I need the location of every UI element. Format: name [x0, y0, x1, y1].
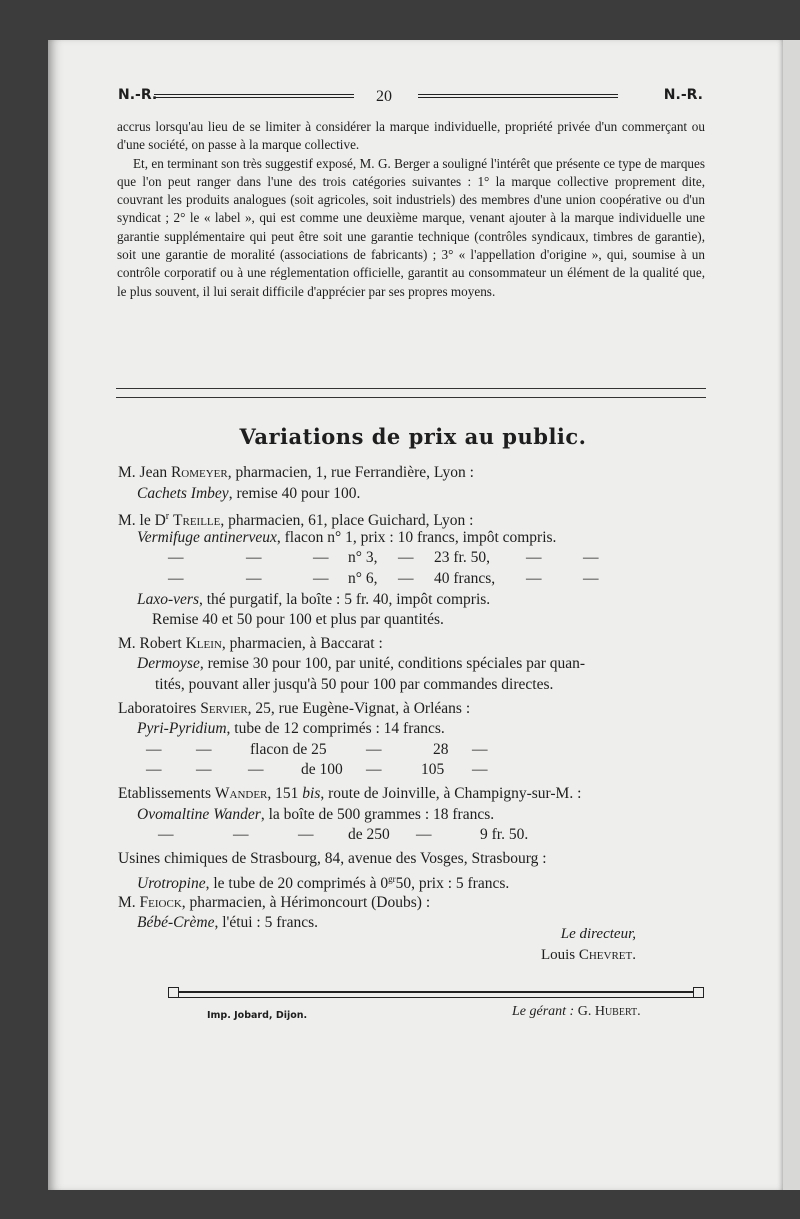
- entry-romeyer: M. Jean Romeyer, pharmacien, 1, rue Ferrandière, Lyon : Cachets Imbey, remise 40 pour 100.: [118, 464, 474, 502]
- entry-treille: M. le $D^r$ Treille, pharmacien, 61, place Guichard, Lyon : Vermifuge antinerveux, flacon n° 1, prix : 10 francs, impôt compris. — — — n° 3, — 23 fr. 50, — — — — — n° 6, — 40 francs, — — Laxo-vers, thé purgatif, la boîte : 5 fr. 40, impôt compris. Remise 40 et 50 pour 100 et plus par quantités.: [118, 511, 599, 629]
- page-number: 20: [376, 88, 392, 105]
- entry-servier: Laboratoires Servier, 25, rue Eugène-Vignat, à Orléans : Pyri-Pyridium, tube de 12 comprimés : 14 francs. — — flacon de 25 — 28 — — — — de 100 — 105 —: [118, 699, 488, 779]
- intro-paragraph-2: Et, en terminant son très suggestif exposé, M. G. Berger a souligné l'intérêt que présente ce type de marques que l'on peut ranger dans l'une des trois catégories suivantes : 1° la marque collective proprement dite, couvrant les produits analogues (soit agricoles, soit industriels) des membres d'une union coopérative ou d'un syndicat ; 2° le « label », qui est comme une deuxième marque, venant ajouter à la marque individuelle une garantie supplémentaire qui peut être soit une garantie technique (contrôles syndicaux, timbres de garantie), soit une garantie de moralité (associations de fabricants) ; 3° « l'appellation d'origine », qui, soumise à un contrôle corporatif ou à une réglementation officielle, garantit au consommateur un élément de la qualité que, le plus souvent, il lui serait difficile d'apprécier par ses propres moyens.: [117, 155, 705, 299]
- section-divider: [116, 388, 706, 398]
- running-header: [118, 85, 703, 105]
- product-name: Urotropine: [137, 875, 206, 893]
- signature-title: Le directeur,: [560, 926, 636, 942]
- product-name: Bébé-Crème: [137, 914, 215, 932]
- entry-feiock: M. Feiock, pharmacien, à Hérimoncourt (Doubs) : Bébé-Crème, l'étui : 5 francs.: [118, 893, 431, 932]
- entry-name: Klein: [185, 634, 222, 652]
- header-rule-right: [418, 94, 618, 98]
- entry-name: Romeyer: [170, 464, 228, 481]
- section-title: Variations de prix au public.: [239, 424, 587, 449]
- signature-name: Chevret: [578, 947, 633, 963]
- entry-name: Wander: [214, 784, 268, 802]
- product-name: Ovomaltine Wander: [137, 805, 261, 823]
- entry-name: Treille: [173, 512, 221, 530]
- printer-imprint: Imp. Jobard, Dijon.: [207, 1010, 308, 1021]
- product-name: Vermifuge antinerveux: [137, 528, 277, 546]
- entry-name: Servier: [200, 699, 248, 717]
- header-right: N.-R.: [663, 87, 703, 103]
- gerant-name: G. Hubert: [577, 1004, 638, 1019]
- entry-wander: Etablissements Wander, 151 bis, route de Joinville, à Champigny-sur-M. : Ovomaltine Wander, la boîte de 500 grammes : 18 francs. — — — de 250 — 9 fr. 50.: [118, 784, 582, 844]
- product-name: Pyri-Pyridium: [137, 720, 227, 738]
- header-left: N.-R.: [118, 87, 158, 103]
- entry-name: Feiock: [139, 893, 182, 911]
- gerant-line: Le gérant : G. Hubert.: [512, 1004, 641, 1019]
- price-list: [118, 463, 712, 937]
- footer-rule-ornament-right: [693, 987, 704, 998]
- next-page-edge: [783, 40, 800, 1190]
- intro-paragraph-1: accrus lorsqu'au lieu de se limiter à considérer la marque individuelle, propriété privée d'un commerçant ou d'une société, on passe à la marque collective.: [117, 119, 705, 153]
- entry-klein: M. Robert Klein, pharmacien, à Baccarat : Dermoyse, remise 30 pour 100, par unité, conditions spéciales par quan- tités, pouvant aller jusqu'à 50 pour 100 par commandes directes.: [118, 634, 586, 693]
- product-name: Cachets Imbey: [137, 484, 229, 502]
- product-name: Laxo-vers: [137, 590, 199, 608]
- signature-block: Le directeur, Louis Chevret.: [540, 926, 636, 963]
- footer-rule-ornament-left: [168, 987, 179, 998]
- header-rule-left: [154, 94, 354, 98]
- intro-text: [117, 118, 705, 301]
- entry-strasbourg: Usines chimiques de Strasbourg, 84, avenue des Vosges, Strasbourg : Urotropine, le tube de 20 comprimés à $0^{gr}50$, prix : 5 francs.: [118, 849, 547, 893]
- product-name: Dermoyse: [137, 655, 200, 673]
- footer-rule: [172, 991, 698, 998]
